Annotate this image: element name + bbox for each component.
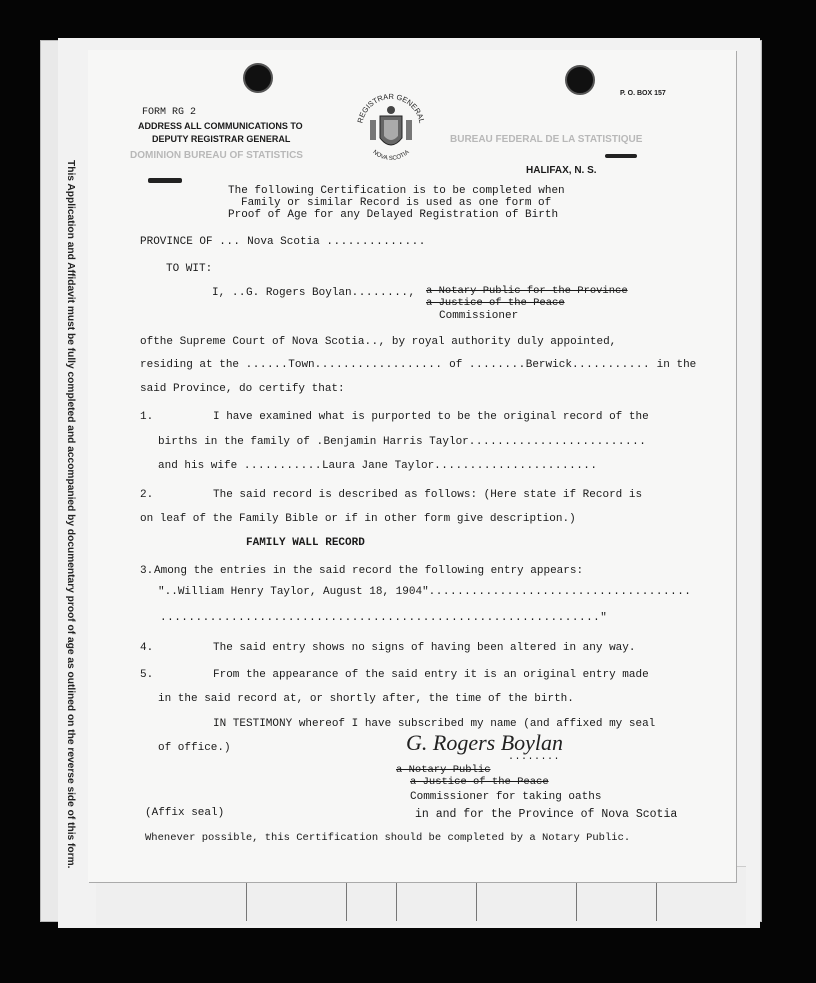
certification-form — [88, 50, 736, 882]
testimony-line-1: IN TESTIMONY whereof I have subscribed my name (and affixed my seal — [213, 718, 656, 730]
svg-text:NOVA SCOTIA: NOVA SCOTIA — [371, 149, 411, 162]
declarant-name: G. Rogers Boylan — [246, 287, 352, 299]
entry-row: "..William Henry Taylor, August 18, 1904"..................................... — [158, 586, 692, 598]
declarant-title: Commissioner — [439, 310, 519, 322]
item-1-line-1: I have examined what is purported to be the original record of the — [213, 411, 649, 423]
mother-row: and his wife ...........Laura Jane Taylor....................... — [158, 460, 598, 472]
mother-name: Laura Jane Taylor — [321, 460, 435, 472]
footer-note: Whenever possible, this Certification should be completed by a Notary Public. — [145, 832, 631, 844]
province-label: PROVINCE OF — [140, 236, 213, 248]
mark-right — [605, 154, 637, 158]
court-row: ofthe Supreme Court of Nova Scotia.., by royal authority duly appointed, — [140, 336, 617, 348]
bg-header-right: BUREAU FEDERAL DE LA STATISTIQUE — [450, 134, 643, 145]
punch-hole-right — [565, 65, 595, 95]
address-line-2: DEPUTY REGISTRAR GENERAL — [152, 134, 291, 144]
father-row: births in the family of .Benjamin Harris Taylor......................... — [158, 436, 647, 448]
struck-notary: a Notary Public for the Province — [426, 285, 628, 297]
item-1-number: 1. — [140, 411, 154, 423]
sig-struck-justice: a Justice of the Peace — [410, 776, 549, 788]
item-2-line-1: The said record is described as follows: (Here state if Record is — [213, 489, 643, 501]
sig-struck-notary: a Notary Public — [396, 764, 491, 776]
said-province: said Province, do certify that: — [140, 383, 345, 395]
intro-line-2: Family or similar Record is used as one form of — [241, 197, 552, 209]
affix-seal: (Affix seal) — [145, 807, 225, 819]
signature-line: ........ — [508, 752, 561, 763]
mark-left — [148, 178, 182, 183]
struck-justice: a Justice of the Peace — [426, 297, 565, 309]
entry-row-2: .............................................................." — [160, 612, 608, 624]
item-5-line-1: From the appearance of the said entry it is an original entry made — [213, 669, 649, 681]
punch-hole-left — [243, 63, 273, 93]
bg-header-left: DOMINION BUREAU OF STATISTICS — [130, 150, 303, 161]
item-5-line-2: in the said record at, or shortly after, the time of the birth. — [158, 693, 574, 705]
form-number: FORM RG 2 — [142, 107, 197, 118]
place-type: Town — [288, 359, 315, 371]
entry-text: William Henry Taylor, August 18, 1904 — [177, 586, 423, 598]
record-type: FAMILY WALL RECORD — [246, 537, 365, 549]
registrar-seal — [354, 80, 428, 170]
item-4-line: The said entry shows no signs of having been altered in any way. — [213, 642, 636, 654]
intro-line-1: The following Certification is to be completed when — [228, 185, 565, 197]
place-name: Berwick — [525, 359, 572, 371]
to-wit: TO WIT: — [166, 263, 213, 275]
province-value: Nova Scotia — [247, 236, 320, 248]
item-4-number: 4. — [140, 642, 154, 654]
commissioner-line: Commissioner for taking oaths — [410, 791, 602, 803]
declarant-row: I, ..G. Rogers Boylan........, — [212, 287, 416, 299]
item-2-number: 2. — [140, 489, 154, 501]
signature: G. Rogers Boylan — [406, 730, 564, 755]
province-row: PROVINCE OF ... Nova Scotia .............. — [140, 236, 426, 248]
city: HALIFAX, N. S. — [526, 165, 597, 176]
address-line-1: ADDRESS ALL COMMUNICATIONS TO — [138, 121, 303, 131]
side-note-text: This Application and Affidavit must be fully completed and accompanied by documentary proof of age as outlined on the reverse side of this form. — [65, 160, 76, 869]
item-3-line: Among the entries in the said record the following entry appears: — [154, 565, 584, 577]
item-2-line-2: on leaf of the Family Bible or if in other form give description.) — [140, 513, 576, 525]
side-note — [63, 160, 77, 880]
testimony-line-2: of office.) — [158, 742, 231, 754]
item-3-number: 3. — [140, 565, 154, 577]
residing-row: residing at the ......Town.................. of ........Berwick........... in the — [140, 359, 697, 371]
father-name: Benjamin Harris Taylor — [323, 436, 469, 448]
jurisdiction-line: in and for the Province of Nova Scotia — [415, 808, 678, 821]
intro-line-3: Proof of Age for any Delayed Registration of Birth — [228, 209, 559, 221]
court-name: the Supreme Court of Nova Scotia — [153, 336, 365, 348]
svg-text:REGISTRAR GENERAL: REGISTRAR GENERAL — [355, 91, 427, 124]
po-box: P. O. BOX 157 — [620, 90, 666, 97]
item-5-number: 5. — [140, 669, 154, 681]
